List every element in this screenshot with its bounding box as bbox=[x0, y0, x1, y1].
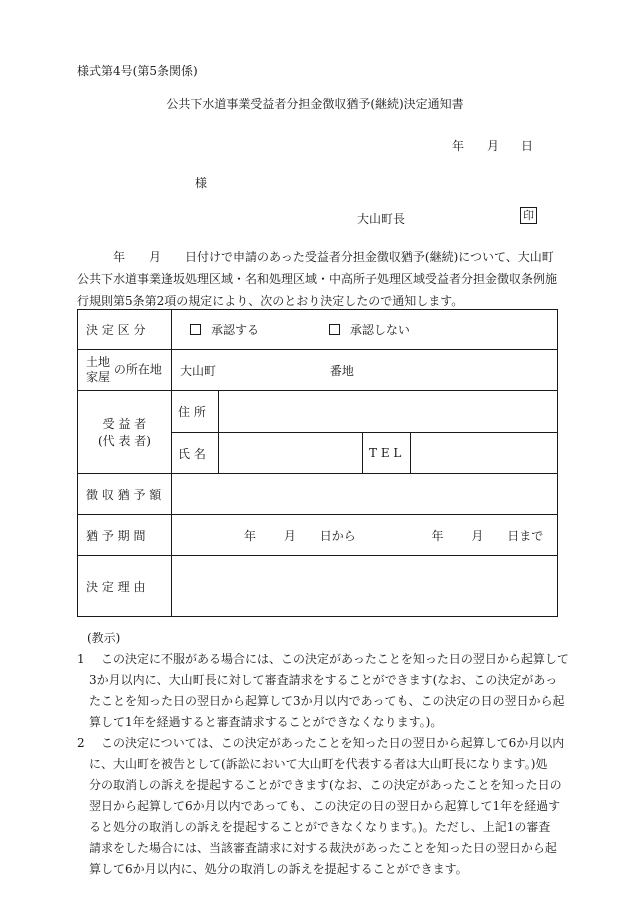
location-label-stack bbox=[86, 355, 110, 385]
beneficiary-label-sub: (代 表 者) bbox=[98, 434, 151, 448]
instruction-number: 2 bbox=[77, 736, 85, 750]
location-banchi: 番地 bbox=[329, 363, 354, 378]
reason-label: 決 定 理 由 bbox=[86, 579, 146, 594]
intro-line-2: 公共下水道事業逢坂処理区域・名和処理区域・中高所子処理区域受益者分担金徴収条例施 bbox=[77, 272, 558, 286]
instruction-line: 算して6か月以内に、処分の取消しの訴えを提起することができます。 bbox=[89, 862, 468, 876]
approve-checkbox[interactable] bbox=[190, 324, 201, 335]
period-from-day: 日から bbox=[319, 528, 356, 543]
period-to-month: 月 bbox=[471, 528, 484, 543]
address-label: 住 所 bbox=[178, 405, 206, 419]
document-title: 公共下水道事業受益者分担金徴収猶予(継続)決定通知書 bbox=[166, 97, 464, 111]
row-address bbox=[78, 391, 558, 433]
tel-value-cell[interactable] bbox=[411, 433, 558, 474]
address-value-cell[interactable] bbox=[219, 391, 558, 433]
period-from-month: 月 bbox=[283, 528, 296, 543]
address-label-cell bbox=[172, 391, 219, 433]
instruction-line: 請求をした場合には、当該審査請求に対する裁決があったことを知った日の翌日から起 bbox=[89, 841, 557, 855]
amount-value-cell[interactable] bbox=[172, 474, 558, 515]
instruction-line: この決定については、この決定があったことを知った日の翌日から起算して6か月以内 bbox=[101, 736, 565, 750]
amount-label-cell bbox=[78, 474, 172, 515]
location-label-cell bbox=[78, 350, 172, 391]
intro-line-3: 行規則第5条第2項の規定により、次のとおり決定したので通知します。 bbox=[77, 294, 464, 308]
decision-options-cell bbox=[172, 310, 558, 350]
instructions-section bbox=[77, 628, 567, 880]
period-to-year: 年 bbox=[431, 528, 444, 543]
instruction-line: 算して1年を経過すると審査請求することができなくなります。)。 bbox=[89, 715, 443, 729]
tel-label-cell bbox=[363, 433, 411, 474]
row-reason bbox=[78, 556, 558, 617]
name-label-cell bbox=[172, 433, 219, 474]
location-label-suffix: の所在地 bbox=[113, 362, 162, 377]
location-label-land: 土地 bbox=[86, 355, 111, 369]
intro-text bbox=[77, 246, 557, 312]
form-number: 様式第4号(第5条関係) bbox=[77, 64, 198, 78]
instruction-number: 1 bbox=[77, 652, 85, 666]
row-period bbox=[78, 515, 558, 556]
decision-form-table bbox=[77, 309, 558, 617]
decision-label: 決 定 区 分 bbox=[86, 323, 146, 337]
period-label-cell bbox=[78, 515, 172, 556]
row-amount bbox=[78, 474, 558, 515]
instruction-line: この決定に不服がある場合には、この決定があったことを知った日の翌日から起算して bbox=[101, 652, 569, 666]
deny-label: 承認しない bbox=[349, 323, 410, 337]
instruction-item-2 bbox=[77, 733, 567, 880]
instruction-line: ると処分の取消しの訴えを提起することができなくなります。)。ただし、上記1の審査 bbox=[89, 820, 551, 834]
date-month: 月 bbox=[487, 139, 500, 153]
period-from-year: 年 bbox=[244, 528, 257, 543]
location-label-house: 家屋 bbox=[86, 370, 111, 384]
amount-label: 徴 収 猶 予 額 bbox=[86, 487, 162, 502]
period-to-day: 日まで bbox=[507, 528, 544, 543]
issuer-name: 大山町長 bbox=[357, 212, 406, 226]
deny-checkbox[interactable] bbox=[329, 324, 340, 335]
instruction-line: 3か月以内に、大山町長に対して審査請求をすることができます(なお、この決定があっ bbox=[89, 673, 558, 687]
tel-label: T E L bbox=[369, 446, 402, 460]
beneficiary-label: 受 益 者 bbox=[102, 417, 147, 431]
deny-option[interactable] bbox=[329, 323, 410, 337]
instruction-line: 分の取消しの訴えを提起することができます(なお、この決定があったことを知った日の bbox=[89, 778, 562, 792]
row-location bbox=[78, 350, 558, 391]
date-day: 日 bbox=[521, 139, 534, 153]
row-decision bbox=[78, 310, 558, 350]
instructions-heading: (教示) bbox=[87, 631, 121, 645]
location-town: 大山町 bbox=[180, 363, 217, 378]
instruction-item-1 bbox=[77, 649, 567, 733]
instruction-line: に、大山町を被告として(訴訟において大山町を代表する者は大山町長になります。)処 bbox=[89, 757, 548, 771]
name-label: 氏 名 bbox=[178, 446, 206, 461]
approve-label: 承認する bbox=[211, 323, 260, 337]
instruction-line: たことを知った日の翌日から起算して3か月以内であっても、この決定の日の翌日から起 bbox=[89, 694, 565, 708]
recipient-suffix: 様 bbox=[195, 176, 208, 190]
decision-label-cell bbox=[78, 310, 172, 350]
period-value-cell[interactable] bbox=[172, 515, 558, 556]
instruction-line: 翌日から起算して6か月以内であっても、この決定の日の翌日から起算して1年を経過す bbox=[89, 799, 561, 813]
intro-line-1: 年 月 日付けで申請のあった受益者分担金徴収猶予(継続)について、大山町 bbox=[113, 250, 554, 264]
reason-label-cell bbox=[78, 556, 172, 617]
location-value-cell[interactable] bbox=[172, 350, 558, 391]
name-value-cell[interactable] bbox=[219, 433, 363, 474]
date-year: 年 bbox=[452, 139, 465, 153]
period-label: 猶 予 期 間 bbox=[86, 528, 146, 543]
beneficiary-label-cell bbox=[78, 391, 172, 474]
approve-option[interactable] bbox=[190, 323, 263, 337]
seal-mark: 印 bbox=[520, 207, 537, 224]
reason-value-cell[interactable] bbox=[172, 556, 558, 617]
